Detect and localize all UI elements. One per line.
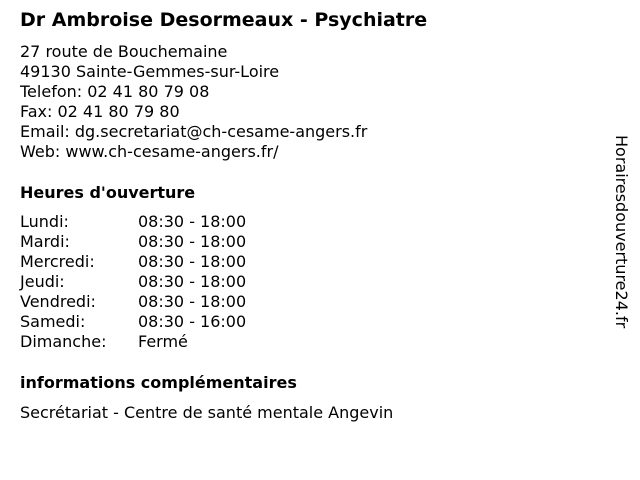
site-brand-vertical: Horairesdouverture24.fr	[612, 135, 631, 329]
hours-time: Fermé	[138, 332, 188, 351]
hours-time: 08:30 - 18:00	[138, 212, 247, 231]
hours-time: 08:30 - 18:00	[138, 232, 247, 251]
opening-hours-table	[20, 212, 246, 352]
hours-day: Mardi:	[20, 232, 70, 251]
hours-row	[20, 232, 246, 252]
page-title: Dr Ambroise Desormeaux - Psychiatre	[20, 9, 428, 31]
hours-row	[20, 212, 246, 232]
website-url: Web: www.ch-cesame-angers.fr/	[20, 142, 279, 161]
hours-row	[20, 292, 246, 312]
address-street: 27 route de Bouchemaine	[20, 42, 228, 61]
hours-day: Dimanche:	[20, 332, 107, 351]
opening-hours-heading: Heures d'ouverture	[20, 183, 196, 202]
hours-time: 08:30 - 18:00	[138, 272, 247, 291]
address-city: 49130 Sainte-Gemmes-sur-Loire	[20, 62, 280, 81]
hours-row	[20, 272, 246, 292]
fax-number: Fax: 02 41 80 79 80	[20, 102, 180, 121]
additional-info-text: Secrétariat - Centre de santé mentale Angevin	[20, 403, 394, 422]
hours-day: Jeudi:	[20, 272, 65, 291]
email-address: Email: dg.secretariat@ch-cesame-angers.fr	[20, 122, 368, 141]
hours-row	[20, 252, 246, 272]
hours-day: Samedi:	[20, 312, 86, 331]
phone-number: Telefon: 02 41 80 79 08	[20, 82, 210, 101]
contact-block	[20, 42, 367, 162]
hours-time: 08:30 - 18:00	[138, 252, 247, 271]
hours-day: Vendredi:	[20, 292, 96, 311]
hours-day: Mercredi:	[20, 252, 95, 271]
hours-time: 08:30 - 18:00	[138, 292, 247, 311]
hours-row	[20, 312, 246, 332]
additional-info-heading: informations complémentaires	[20, 373, 297, 392]
hours-day: Lundi:	[20, 212, 69, 231]
hours-row	[20, 332, 246, 352]
hours-time: 08:30 - 16:00	[138, 312, 247, 331]
